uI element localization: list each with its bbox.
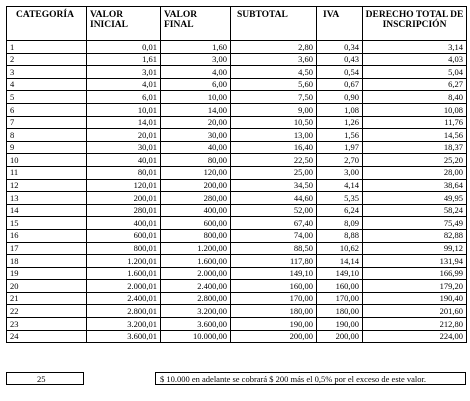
cell-valor-final: 14,00	[161, 103, 231, 116]
cell-categoria: 14	[7, 204, 87, 217]
cell-subtotal: 10,50	[231, 116, 317, 129]
cell-iva: 10,62	[317, 242, 363, 255]
cell-categoria: 9	[7, 141, 87, 154]
cell-valor-final: 1.200,00	[161, 242, 231, 255]
cell-derecho-total: 4,03	[363, 53, 467, 66]
table-row	[7, 41, 467, 54]
cell-valor-inicial: 3,01	[87, 66, 161, 79]
cell-categoria: 17	[7, 242, 87, 255]
cell-subtotal: 34,50	[231, 179, 317, 192]
cell-subtotal: 2,80	[231, 41, 317, 54]
table-row	[7, 192, 467, 205]
cell-valor-final: 3,00	[161, 53, 231, 66]
table-row	[7, 217, 467, 230]
cell-valor-inicial: 80,01	[87, 166, 161, 179]
cell-derecho-total: 131,94	[363, 255, 467, 268]
cell-categoria: 15	[7, 217, 87, 230]
table-row	[7, 53, 467, 66]
cell-derecho-total: 10,08	[363, 103, 467, 116]
cell-derecho-total: 75,49	[363, 217, 467, 230]
cell-subtotal: 4,50	[231, 66, 317, 79]
cell-categoria: 16	[7, 229, 87, 242]
cell-subtotal: 44,60	[231, 192, 317, 205]
fee-table	[6, 6, 467, 343]
cell-valor-final: 80,00	[161, 154, 231, 167]
table-row	[7, 280, 467, 293]
footer-note-cell: $ 10.000 en adelante se cobrará $ 200 más el 0,5% por el exceso de este valor.	[155, 372, 466, 385]
cell-subtotal: 190,00	[231, 318, 317, 331]
table-row	[7, 292, 467, 305]
table-row	[7, 91, 467, 104]
cell-valor-final: 400,00	[161, 204, 231, 217]
header-row	[7, 7, 467, 41]
cell-iva: 1,56	[317, 129, 363, 142]
cell-subtotal: 117,80	[231, 255, 317, 268]
cell-derecho-total: 82,88	[363, 229, 467, 242]
cell-valor-final: 10,00	[161, 91, 231, 104]
cell-iva: 180,00	[317, 305, 363, 318]
table-row	[7, 78, 467, 91]
table-row	[7, 103, 467, 116]
table-row	[7, 267, 467, 280]
table-row	[7, 141, 467, 154]
cell-iva: 1,97	[317, 141, 363, 154]
cell-subtotal: 13,00	[231, 129, 317, 142]
cell-derecho-total: 3,14	[363, 41, 467, 54]
header-valor-inicial: VALOR INICIAL	[87, 7, 161, 41]
cell-valor-inicial: 800,01	[87, 242, 161, 255]
cell-valor-final: 280,00	[161, 192, 231, 205]
cell-iva: 190,00	[317, 318, 363, 331]
cell-valor-inicial: 2.000,01	[87, 280, 161, 293]
cell-subtotal: 160,00	[231, 280, 317, 293]
cell-subtotal: 67,40	[231, 217, 317, 230]
table-row	[7, 255, 467, 268]
cell-subtotal: 5,60	[231, 78, 317, 91]
cell-derecho-total: 224,00	[363, 330, 467, 343]
cell-subtotal: 3,60	[231, 53, 317, 66]
cell-categoria: 12	[7, 179, 87, 192]
cell-subtotal: 25,00	[231, 166, 317, 179]
cell-iva: 149,10	[317, 267, 363, 280]
cell-iva: 0,90	[317, 91, 363, 104]
cell-categoria: 24	[7, 330, 87, 343]
cell-valor-inicial: 600,01	[87, 229, 161, 242]
cell-valor-final: 4,00	[161, 66, 231, 79]
cell-valor-inicial: 6,01	[87, 91, 161, 104]
table-row	[7, 154, 467, 167]
cell-valor-inicial: 120,01	[87, 179, 161, 192]
cell-valor-final: 200,00	[161, 179, 231, 192]
cell-valor-final: 600,00	[161, 217, 231, 230]
cell-valor-final: 3.600,00	[161, 318, 231, 331]
cell-subtotal: 7,50	[231, 91, 317, 104]
cell-subtotal: 22,50	[231, 154, 317, 167]
cell-iva: 0,43	[317, 53, 363, 66]
cell-categoria: 7	[7, 116, 87, 129]
cell-valor-inicial: 1.200,01	[87, 255, 161, 268]
table-row	[7, 204, 467, 217]
cell-iva: 0,67	[317, 78, 363, 91]
cell-valor-inicial: 10,01	[87, 103, 161, 116]
cell-categoria: 4	[7, 78, 87, 91]
cell-valor-final: 2.400,00	[161, 280, 231, 293]
cell-valor-inicial: 3.200,01	[87, 318, 161, 331]
table-body	[7, 41, 467, 343]
cell-valor-inicial: 200,01	[87, 192, 161, 205]
footer-category-cell: 25	[6, 372, 84, 385]
cell-iva: 6,24	[317, 204, 363, 217]
cell-derecho-total: 99,12	[363, 242, 467, 255]
cell-valor-inicial: 0,01	[87, 41, 161, 54]
header-categoria: CATEGORÍA	[7, 7, 87, 41]
cell-derecho-total: 5,04	[363, 66, 467, 79]
cell-subtotal: 170,00	[231, 292, 317, 305]
cell-iva: 0,34	[317, 41, 363, 54]
cell-derecho-total: 25,20	[363, 154, 467, 167]
cell-valor-final: 1.600,00	[161, 255, 231, 268]
cell-valor-final: 10.000,00	[161, 330, 231, 343]
cell-valor-final: 1,60	[161, 41, 231, 54]
cell-valor-final: 40,00	[161, 141, 231, 154]
cell-derecho-total: 201,60	[363, 305, 467, 318]
cell-iva: 4,14	[317, 179, 363, 192]
table-row	[7, 330, 467, 343]
table-row	[7, 179, 467, 192]
cell-derecho-total: 58,24	[363, 204, 467, 217]
cell-derecho-total: 212,80	[363, 318, 467, 331]
cell-valor-inicial: 30,01	[87, 141, 161, 154]
cell-iva: 160,00	[317, 280, 363, 293]
cell-derecho-total: 49,95	[363, 192, 467, 205]
cell-subtotal: 16,40	[231, 141, 317, 154]
cell-valor-inicial: 400,01	[87, 217, 161, 230]
table-row	[7, 229, 467, 242]
cell-categoria: 19	[7, 267, 87, 280]
table-row	[7, 66, 467, 79]
cell-iva: 2,70	[317, 154, 363, 167]
cell-valor-inicial: 280,01	[87, 204, 161, 217]
cell-iva: 8,09	[317, 217, 363, 230]
cell-derecho-total: 11,76	[363, 116, 467, 129]
header-valor-final: VALOR FINAL	[161, 7, 231, 41]
cell-valor-inicial: 2.400,01	[87, 292, 161, 305]
cell-categoria: 23	[7, 318, 87, 331]
table-row	[7, 318, 467, 331]
header-derecho-total: DERECHO TOTAL DE INSCRIPCIÓN	[363, 7, 467, 41]
cell-valor-inicial: 40,01	[87, 154, 161, 167]
cell-categoria: 1	[7, 41, 87, 54]
header-subtotal: SUBTOTAL	[231, 7, 317, 41]
cell-categoria: 13	[7, 192, 87, 205]
cell-iva: 3,00	[317, 166, 363, 179]
table-row	[7, 129, 467, 142]
cell-derecho-total: 179,20	[363, 280, 467, 293]
cell-subtotal: 88,50	[231, 242, 317, 255]
cell-derecho-total: 166,99	[363, 267, 467, 280]
table-row	[7, 242, 467, 255]
cell-iva: 0,54	[317, 66, 363, 79]
cell-derecho-total: 18,37	[363, 141, 467, 154]
cell-iva: 200,00	[317, 330, 363, 343]
cell-iva: 5,35	[317, 192, 363, 205]
table-row	[7, 116, 467, 129]
cell-categoria: 18	[7, 255, 87, 268]
cell-derecho-total: 14,56	[363, 129, 467, 142]
cell-valor-final: 120,00	[161, 166, 231, 179]
table-row	[7, 166, 467, 179]
cell-derecho-total: 28,00	[363, 166, 467, 179]
cell-valor-final: 2.000,00	[161, 267, 231, 280]
cell-valor-inicial: 2.800,01	[87, 305, 161, 318]
cell-categoria: 10	[7, 154, 87, 167]
cell-categoria: 22	[7, 305, 87, 318]
cell-subtotal: 52,00	[231, 204, 317, 217]
cell-derecho-total: 8,40	[363, 91, 467, 104]
cell-valor-final: 20,00	[161, 116, 231, 129]
cell-valor-final: 6,00	[161, 78, 231, 91]
cell-subtotal: 149,10	[231, 267, 317, 280]
cell-iva: 1,26	[317, 116, 363, 129]
cell-valor-inicial: 3.600,01	[87, 330, 161, 343]
cell-valor-inicial: 14,01	[87, 116, 161, 129]
cell-derecho-total: 190,40	[363, 292, 467, 305]
cell-subtotal: 180,00	[231, 305, 317, 318]
cell-valor-inicial: 1,61	[87, 53, 161, 66]
cell-iva: 1,08	[317, 103, 363, 116]
cell-iva: 14,14	[317, 255, 363, 268]
cell-categoria: 5	[7, 91, 87, 104]
cell-iva: 8,88	[317, 229, 363, 242]
header-iva: IVA	[317, 7, 363, 41]
cell-subtotal: 200,00	[231, 330, 317, 343]
cell-categoria: 11	[7, 166, 87, 179]
cell-subtotal: 74,00	[231, 229, 317, 242]
cell-categoria: 8	[7, 129, 87, 142]
cell-valor-inicial: 1.600,01	[87, 267, 161, 280]
cell-categoria: 21	[7, 292, 87, 305]
cell-categoria: 3	[7, 66, 87, 79]
cell-valor-inicial: 4,01	[87, 78, 161, 91]
cell-categoria: 6	[7, 103, 87, 116]
cell-valor-final: 30,00	[161, 129, 231, 142]
cell-categoria: 2	[7, 53, 87, 66]
table-row	[7, 305, 467, 318]
cell-valor-final: 2.800,00	[161, 292, 231, 305]
cell-valor-final: 800,00	[161, 229, 231, 242]
cell-valor-inicial: 20,01	[87, 129, 161, 142]
cell-derecho-total: 6,27	[363, 78, 467, 91]
cell-derecho-total: 38,64	[363, 179, 467, 192]
cell-valor-final: 3.200,00	[161, 305, 231, 318]
cell-iva: 170,00	[317, 292, 363, 305]
cell-subtotal: 9,00	[231, 103, 317, 116]
cell-categoria: 20	[7, 280, 87, 293]
